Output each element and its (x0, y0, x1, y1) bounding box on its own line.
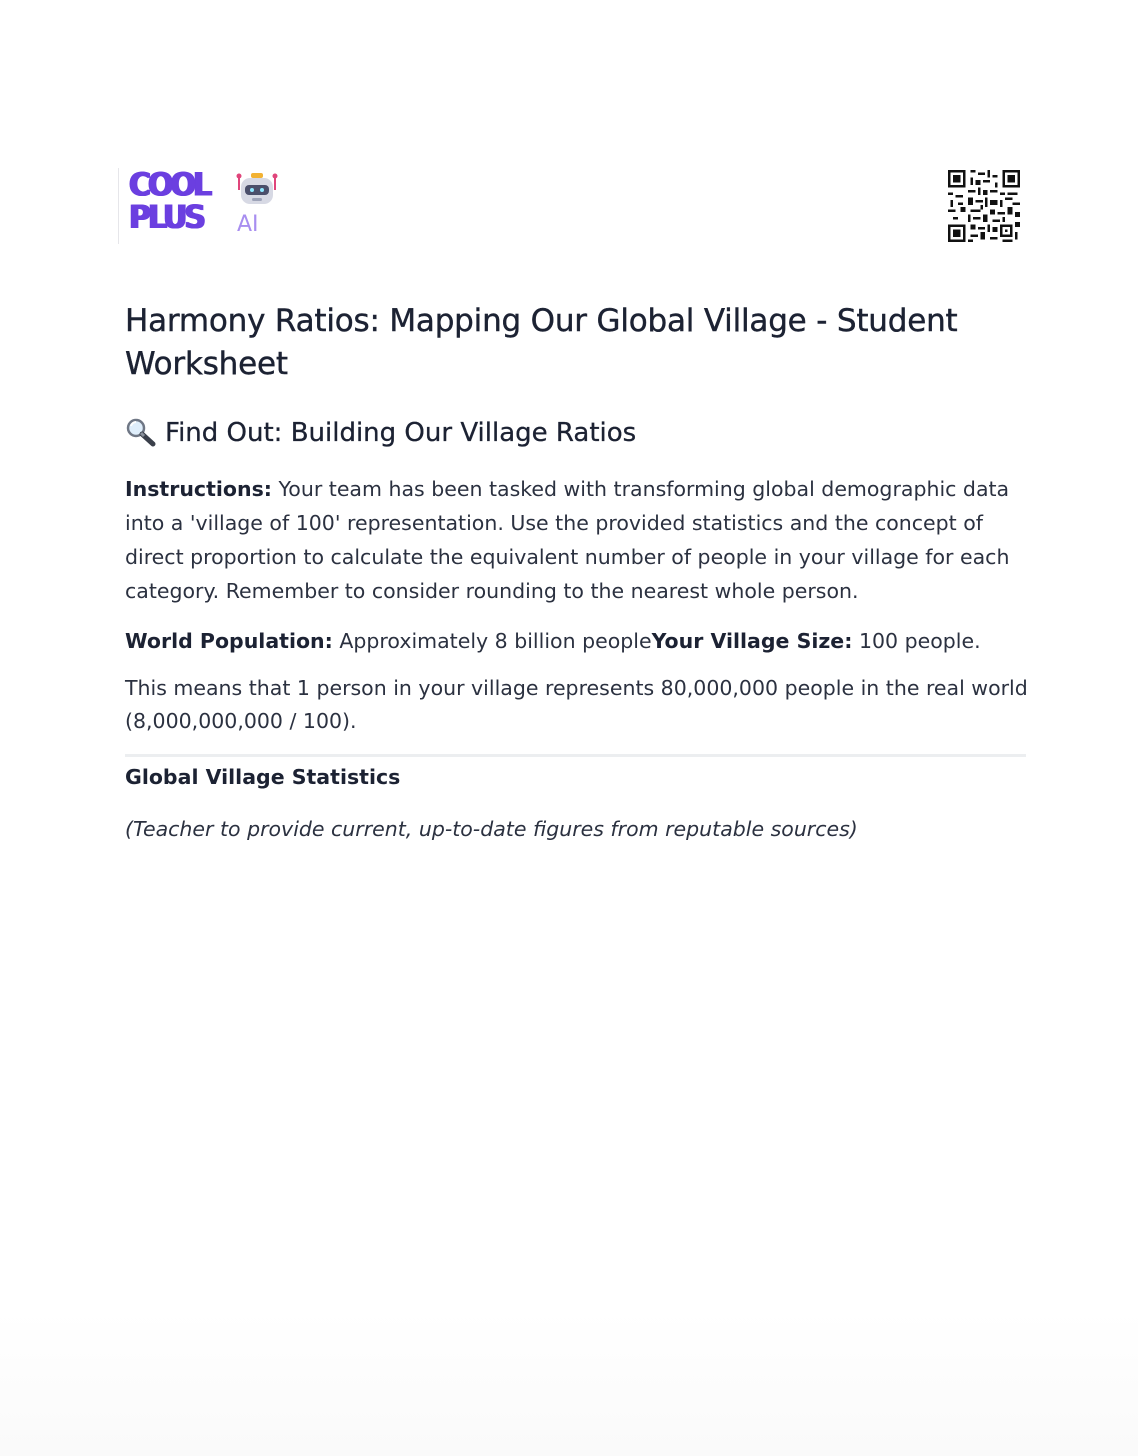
qr-code-icon[interactable] (948, 170, 1020, 242)
population-line (125, 624, 1045, 658)
ratio-explanation: This means that 1 person in your village represents 80,000,000 people in the real world (8,000,000,000 / 100). (125, 676, 1028, 733)
instructions-paragraph (125, 472, 1045, 608)
world-population-label: World Population: (125, 629, 333, 653)
logo-line-2: PLUS (129, 198, 204, 237)
section-heading-text: Find Out: Building Our Village Ratios (165, 418, 637, 448)
village-size-value: 100 people. (852, 629, 981, 653)
section-divider (125, 754, 1026, 757)
instructions-text: Your team has been tasked with transforming global demographic data into a 'village of 100' representation. Use the provided statistics and the concept of direct proportion to calculate the equivalent number of people in your village for each category. Remember to consider rounding to the nearest whole person. (125, 477, 1010, 603)
stats-heading: Global Village Statistics (125, 765, 401, 789)
logo-ai-badge: AI (237, 212, 259, 237)
teacher-note: (Teacher to provide current, up-to-date figures from reputable sources) (125, 817, 858, 841)
robot-icon (235, 172, 279, 212)
magnifying-glass-icon (125, 418, 157, 448)
instructions-label: Instructions: (125, 477, 272, 501)
section-heading (125, 416, 1045, 450)
logo-line-1: COOL (129, 166, 210, 205)
world-population-value: Approximately 8 billion people (332, 629, 652, 653)
cool-plus-ai-logo (118, 168, 279, 244)
village-size-label: Your Village Size: (651, 629, 853, 653)
worksheet-content (125, 300, 1045, 843)
logo-wordmark (129, 166, 210, 237)
page-title: Harmony Ratios: Mapping Our Global Village - Student Worksheet (125, 303, 958, 382)
